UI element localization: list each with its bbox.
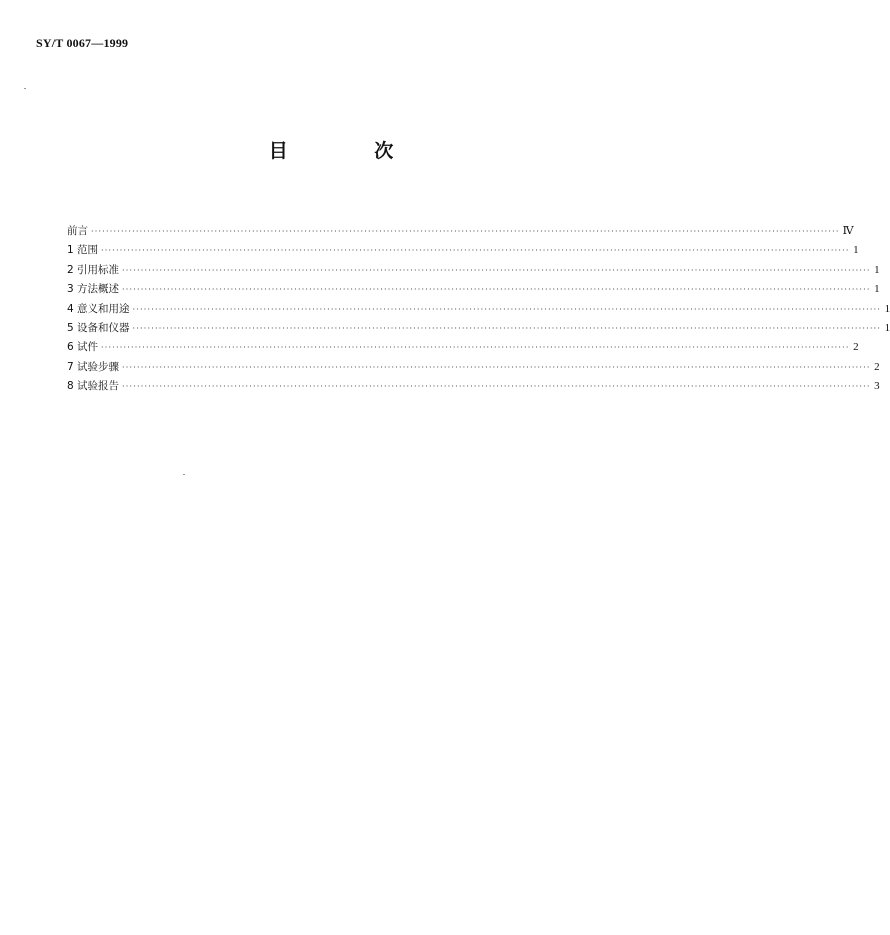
toc-leader-dots: ········································································································································································································ xyxy=(122,362,871,372)
toc-entry[interactable] xyxy=(67,358,880,377)
toc-entry-label: 8 试验报告 xyxy=(67,380,120,393)
scan-speck xyxy=(24,88,26,89)
toc-leader-dots: ········································································································································································································ xyxy=(132,304,882,314)
toc-entry-page: 1 xyxy=(884,302,890,315)
toc-entry[interactable] xyxy=(67,319,890,338)
toc-entry-page: 1 xyxy=(874,263,880,276)
toc-entry-label: 2 引用标准 xyxy=(67,263,120,276)
toc-entry-page: 1 xyxy=(874,283,880,296)
toc-entry-label: 7 试验步骤 xyxy=(67,360,120,373)
toc-entry-label: 前言 xyxy=(67,225,88,237)
table-of-contents xyxy=(67,222,890,397)
toc-leader-dots: ········································································································································································································ xyxy=(132,323,882,333)
toc-entry-page: Ⅳ xyxy=(842,225,854,237)
toc-entry-label: 1 范围 xyxy=(67,244,99,257)
toc-entry-label: 6 试件 xyxy=(67,341,99,354)
toc-entry[interactable] xyxy=(67,261,880,280)
toc-leader-dots: ········································································································································································································ xyxy=(122,285,871,295)
toc-leader-dots: ········································································································································································································ xyxy=(122,382,871,392)
toc-entry-page: 2 xyxy=(874,360,880,373)
document-code: SY/T 0067—1999 xyxy=(36,36,129,50)
toc-leader-dots: ········································································································································································································ xyxy=(122,265,871,275)
toc-entry[interactable] xyxy=(67,377,880,396)
toc-entry-page: 3 xyxy=(874,380,880,393)
toc-entry-label: 5 设备和仪器 xyxy=(67,321,130,334)
toc-entry[interactable] xyxy=(67,338,859,357)
toc-entry-page: 1 xyxy=(884,321,890,334)
toc-leader-dots: ········································································································································································································ xyxy=(101,343,850,353)
toc-entry[interactable] xyxy=(67,241,859,260)
toc-entry[interactable] xyxy=(67,300,890,319)
page-title: 目 次 xyxy=(268,140,434,162)
toc-leader-dots: ········································································································································································································ xyxy=(101,246,850,256)
toc-entry[interactable] xyxy=(67,280,880,299)
toc-entry-page: 2 xyxy=(853,341,859,354)
toc-entry-label: 3 方法概述 xyxy=(67,283,120,296)
toc-entry-page: 1 xyxy=(853,244,859,257)
scan-speck xyxy=(183,474,185,475)
toc-entry[interactable] xyxy=(67,222,854,241)
toc-leader-dots: ········································································································································································································ xyxy=(91,227,840,236)
toc-entry-label: 4 意义和用途 xyxy=(67,302,130,315)
